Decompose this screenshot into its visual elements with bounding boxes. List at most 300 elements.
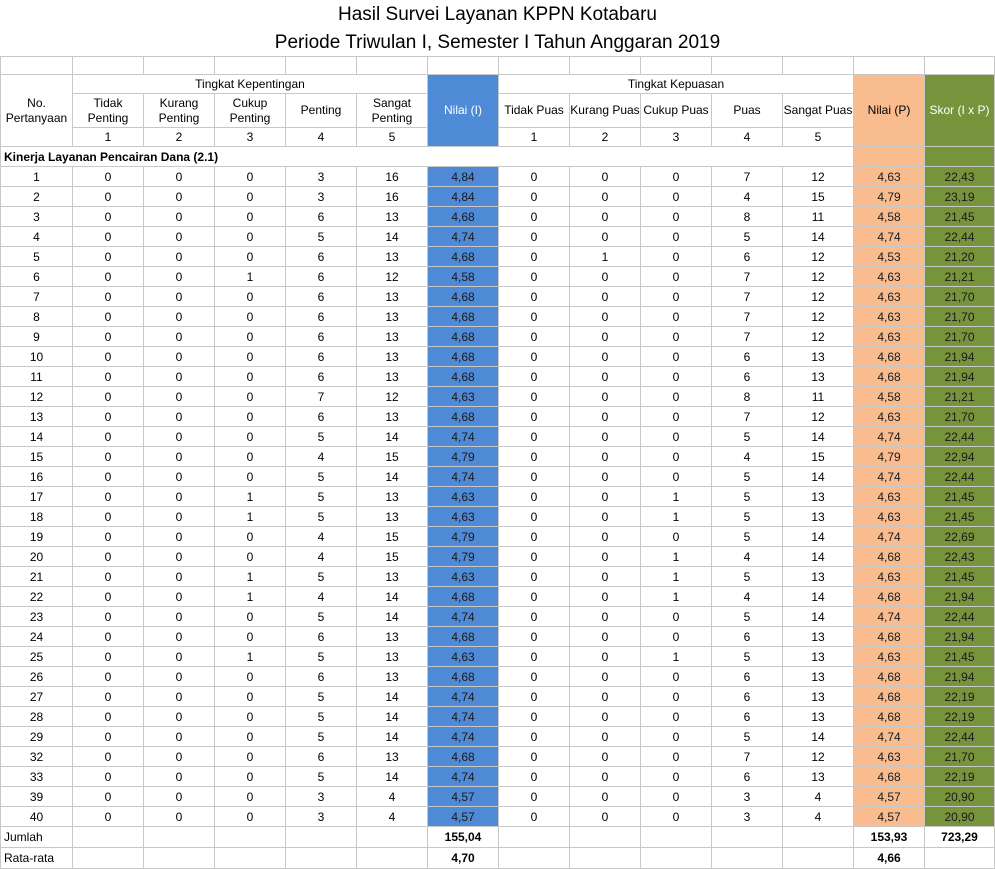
header-tidak-puas: Tidak Puas (499, 94, 570, 128)
rata-rata-row (1, 848, 995, 869)
cell-penting: 6 (286, 627, 357, 647)
cell-skor: 22,44 (925, 427, 995, 447)
cell-sangat-penting: 13 (357, 747, 428, 767)
cell-sangat-puas: 14 (783, 587, 854, 607)
cell-sangat-puas: 12 (783, 307, 854, 327)
cell-cukup-puas: 0 (641, 247, 712, 267)
cell-puas: 7 (712, 407, 783, 427)
scale-value: 5 (357, 128, 428, 147)
cell-sangat-penting: 14 (357, 707, 428, 727)
cell-no: 28 (1, 707, 73, 727)
cell-sangat-penting: 14 (357, 227, 428, 247)
report-title: Hasil Survei Layanan KPPN Kotabaru (338, 4, 657, 25)
cell-sangat-penting: 13 (357, 367, 428, 387)
cell-nilai-i: 4,68 (428, 747, 499, 767)
table-row (1, 247, 995, 267)
cell-kurang-puas: 0 (570, 227, 641, 247)
cell-nilai-p: 4,58 (854, 387, 925, 407)
cell-tidak-penting: 0 (73, 247, 144, 267)
cell-tidak-puas: 0 (499, 527, 570, 547)
cell-kurang-puas: 0 (570, 327, 641, 347)
cell-nilai-i: 4,74 (428, 687, 499, 707)
cell-tidak-puas: 0 (499, 167, 570, 187)
cell-cukup-puas: 0 (641, 787, 712, 807)
cell-skor: 21,45 (925, 487, 995, 507)
cell-kurang-penting: 0 (144, 407, 215, 427)
cell-cukup-puas: 0 (641, 267, 712, 287)
cell-nilai-p: 4,63 (854, 507, 925, 527)
cell-tidak-penting: 0 (73, 187, 144, 207)
cell-sangat-puas: 13 (783, 647, 854, 667)
table-row (1, 607, 995, 627)
header-skor: Skor (I x P) (925, 75, 995, 147)
cell-penting: 5 (286, 647, 357, 667)
cell-cukup-puas: 0 (641, 327, 712, 347)
table-row (1, 787, 995, 807)
cell-sangat-puas: 14 (783, 607, 854, 627)
cell-nilai-i: 4,74 (428, 767, 499, 787)
cell-skor: 22,19 (925, 707, 995, 727)
cell-nilai-p: 4,63 (854, 567, 925, 587)
cell-tidak-penting: 0 (73, 567, 144, 587)
cell-nilai-p: 4,68 (854, 587, 925, 607)
cell-cukup-puas: 0 (641, 207, 712, 227)
cell-cukup-penting: 0 (215, 807, 286, 827)
cell-nilai-i: 4,68 (428, 207, 499, 227)
cell-kurang-penting: 0 (144, 647, 215, 667)
cell-tidak-penting: 0 (73, 227, 144, 247)
cell-kurang-puas: 0 (570, 427, 641, 447)
cell-kurang-puas: 0 (570, 747, 641, 767)
cell-kurang-puas: 0 (570, 207, 641, 227)
cell-kurang-puas: 0 (570, 267, 641, 287)
cell-sangat-puas: 12 (783, 167, 854, 187)
cell-penting: 6 (286, 667, 357, 687)
cell-skor: 22,94 (925, 447, 995, 467)
cell-cukup-penting: 0 (215, 287, 286, 307)
cell-cukup-penting: 1 (215, 587, 286, 607)
cell-cukup-penting: 1 (215, 507, 286, 527)
cell-kurang-penting: 0 (144, 187, 215, 207)
cell-nilai-p: 4,74 (854, 527, 925, 547)
cell-no: 33 (1, 767, 73, 787)
cell-cukup-penting: 0 (215, 747, 286, 767)
cell-skor: 22,43 (925, 547, 995, 567)
cell-cukup-penting: 0 (215, 767, 286, 787)
cell-cukup-penting: 1 (215, 487, 286, 507)
cell-skor: 20,90 (925, 787, 995, 807)
cell-nilai-p: 4,68 (854, 547, 925, 567)
table-row (1, 467, 995, 487)
cell-puas: 4 (712, 547, 783, 567)
cell-penting: 5 (286, 767, 357, 787)
header-kurang-puas: Kurang Puas (570, 94, 641, 128)
cell-puas: 4 (712, 587, 783, 607)
section-row (1, 147, 995, 167)
cell-skor: 21,94 (925, 587, 995, 607)
cell-tidak-puas: 0 (499, 707, 570, 727)
cell-sangat-penting: 4 (357, 787, 428, 807)
table-row (1, 307, 995, 327)
cell-skor: 21,94 (925, 347, 995, 367)
cell-puas: 5 (712, 507, 783, 527)
cell-sangat-penting: 12 (357, 267, 428, 287)
cell-nilai-p: 4,63 (854, 487, 925, 507)
table-row (1, 227, 995, 247)
cell-kurang-penting: 0 (144, 467, 215, 487)
cell-cukup-penting: 0 (215, 227, 286, 247)
cell-no: 16 (1, 467, 73, 487)
cell-sangat-penting: 15 (357, 527, 428, 547)
cell-nilai-p: 4,53 (854, 247, 925, 267)
cell-no: 21 (1, 567, 73, 587)
cell-nilai-i: 4,57 (428, 807, 499, 827)
cell-no: 19 (1, 527, 73, 547)
cell-skor: 22,44 (925, 227, 995, 247)
cell-penting: 6 (286, 267, 357, 287)
cell-kurang-penting: 0 (144, 687, 215, 707)
cell-nilai-i: 4,63 (428, 387, 499, 407)
cell-tidak-penting: 0 (73, 427, 144, 447)
scale-value: 5 (783, 128, 854, 147)
cell-cukup-puas: 0 (641, 427, 712, 447)
cell-penting: 3 (286, 807, 357, 827)
cell-kurang-penting: 0 (144, 207, 215, 227)
scale-value: 4 (286, 128, 357, 147)
cell-kurang-puas: 0 (570, 727, 641, 747)
cell-kurang-penting: 0 (144, 267, 215, 287)
cell-tidak-puas: 0 (499, 767, 570, 787)
cell-nilai-p: 4,63 (854, 747, 925, 767)
cell-tidak-puas: 0 (499, 747, 570, 767)
cell-tidak-puas: 0 (499, 207, 570, 227)
cell-skor: 21,45 (925, 647, 995, 667)
cell-sangat-penting: 13 (357, 307, 428, 327)
cell-tidak-penting: 0 (73, 727, 144, 747)
cell-skor: 22,19 (925, 687, 995, 707)
cell-sangat-puas: 15 (783, 187, 854, 207)
cell-penting: 6 (286, 327, 357, 347)
cell-nilai-i: 4,84 (428, 187, 499, 207)
cell-tidak-penting: 0 (73, 307, 144, 327)
rata-rata-nilai-i: 4,70 (428, 848, 499, 869)
cell-no: 27 (1, 687, 73, 707)
cell-cukup-penting: 1 (215, 267, 286, 287)
cell-penting: 4 (286, 527, 357, 547)
cell-tidak-puas: 0 (499, 587, 570, 607)
cell-kurang-puas: 0 (570, 307, 641, 327)
cell-puas: 5 (712, 427, 783, 447)
table-row (1, 287, 995, 307)
cell-tidak-puas: 0 (499, 547, 570, 567)
cell-no: 24 (1, 627, 73, 647)
cell-tidak-puas: 0 (499, 407, 570, 427)
cell-cukup-puas: 0 (641, 707, 712, 727)
cell-no: 12 (1, 387, 73, 407)
cell-no: 26 (1, 667, 73, 687)
cell-nilai-i: 4,68 (428, 247, 499, 267)
cell-no: 2 (1, 187, 73, 207)
cell-cukup-puas: 1 (641, 587, 712, 607)
cell-tidak-puas: 0 (499, 287, 570, 307)
cell-puas: 5 (712, 527, 783, 547)
cell-nilai-i: 4,74 (428, 727, 499, 747)
cell-no: 29 (1, 727, 73, 747)
cell-cukup-penting: 0 (215, 687, 286, 707)
cell-puas: 6 (712, 687, 783, 707)
cell-tidak-puas: 0 (499, 647, 570, 667)
cell-tidak-puas: 0 (499, 607, 570, 627)
cell-penting: 3 (286, 787, 357, 807)
cell-kurang-penting: 0 (144, 667, 215, 687)
cell-kurang-penting: 0 (144, 567, 215, 587)
cell-skor: 22,44 (925, 467, 995, 487)
cell-sangat-puas: 13 (783, 487, 854, 507)
cell-penting: 5 (286, 727, 357, 747)
cell-kurang-penting: 0 (144, 627, 215, 647)
jumlah-row (1, 827, 995, 848)
table-row (1, 267, 995, 287)
cell-kurang-penting: 0 (144, 347, 215, 367)
cell-penting: 6 (286, 207, 357, 227)
cell-tidak-penting: 0 (73, 667, 144, 687)
cell-tidak-penting: 0 (73, 467, 144, 487)
header-nilai-p: Nilai (P) (854, 75, 925, 147)
scale-value: 3 (641, 128, 712, 147)
cell-skor: 21,21 (925, 387, 995, 407)
cell-sangat-puas: 12 (783, 287, 854, 307)
cell-puas: 8 (712, 387, 783, 407)
cell-penting: 6 (286, 307, 357, 327)
cell-no: 15 (1, 447, 73, 467)
cell-skor: 21,45 (925, 207, 995, 227)
cell-sangat-puas: 14 (783, 727, 854, 747)
cell-penting: 5 (286, 487, 357, 507)
cell-sangat-puas: 13 (783, 687, 854, 707)
cell-kurang-puas: 0 (570, 667, 641, 687)
cell-sangat-puas: 14 (783, 227, 854, 247)
cell-nilai-p: 4,58 (854, 207, 925, 227)
cell-kurang-puas: 0 (570, 407, 641, 427)
cell-sangat-puas: 14 (783, 467, 854, 487)
cell-tidak-puas: 0 (499, 307, 570, 327)
cell-cukup-puas: 0 (641, 667, 712, 687)
cell-puas: 4 (712, 447, 783, 467)
cell-sangat-penting: 13 (357, 347, 428, 367)
cell-sangat-puas: 13 (783, 367, 854, 387)
cell-cukup-penting: 0 (215, 627, 286, 647)
cell-cukup-penting: 0 (215, 467, 286, 487)
cell-skor: 21,94 (925, 367, 995, 387)
cell-sangat-penting: 14 (357, 687, 428, 707)
cell-sangat-penting: 13 (357, 627, 428, 647)
cell-no: 8 (1, 307, 73, 327)
cell-tidak-puas: 0 (499, 367, 570, 387)
cell-cukup-puas: 0 (641, 807, 712, 827)
cell-nilai-p: 4,63 (854, 167, 925, 187)
cell-nilai-i: 4,68 (428, 587, 499, 607)
cell-cukup-puas: 1 (641, 507, 712, 527)
cell-kurang-penting: 0 (144, 727, 215, 747)
cell-sangat-penting: 13 (357, 507, 428, 527)
cell-cukup-penting: 0 (215, 607, 286, 627)
cell-nilai-i: 4,63 (428, 647, 499, 667)
jumlah-nilai-p: 153,93 (854, 827, 925, 848)
header-group-row (1, 75, 995, 94)
cell-kurang-puas: 0 (570, 647, 641, 667)
cell-nilai-i: 4,74 (428, 707, 499, 727)
cell-skor: 22,44 (925, 607, 995, 627)
cell-cukup-puas: 0 (641, 607, 712, 627)
cell-tidak-penting: 0 (73, 747, 144, 767)
table-row (1, 667, 995, 687)
cell-kurang-penting: 0 (144, 307, 215, 327)
cell-no: 39 (1, 787, 73, 807)
cell-tidak-puas: 0 (499, 727, 570, 747)
report-titles (0, 0, 995, 56)
cell-nilai-p: 4,63 (854, 407, 925, 427)
cell-nilai-i: 4,79 (428, 527, 499, 547)
cell-kurang-puas: 0 (570, 167, 641, 187)
cell-skor: 21,94 (925, 627, 995, 647)
cell-nilai-i: 4,68 (428, 327, 499, 347)
scale-value: 3 (215, 128, 286, 147)
cell-nilai-p: 4,74 (854, 427, 925, 447)
cell-puas: 5 (712, 487, 783, 507)
cell-nilai-p: 4,68 (854, 347, 925, 367)
cell-penting: 6 (286, 367, 357, 387)
cell-kurang-puas: 0 (570, 187, 641, 207)
cell-nilai-p: 4,68 (854, 707, 925, 727)
cell-tidak-penting: 0 (73, 687, 144, 707)
table-row (1, 627, 995, 647)
cell-sangat-puas: 13 (783, 507, 854, 527)
cell-sangat-puas: 11 (783, 207, 854, 227)
cell-cukup-penting: 0 (215, 527, 286, 547)
cell-nilai-p: 4,68 (854, 767, 925, 787)
cell-tidak-penting: 0 (73, 387, 144, 407)
cell-kurang-penting: 0 (144, 427, 215, 447)
cell-tidak-puas: 0 (499, 467, 570, 487)
cell-sangat-puas: 13 (783, 567, 854, 587)
cell-puas: 7 (712, 747, 783, 767)
table-row (1, 527, 995, 547)
cell-tidak-penting: 0 (73, 707, 144, 727)
cell-tidak-puas: 0 (499, 187, 570, 207)
cell-nilai-i: 4,79 (428, 447, 499, 467)
cell-skor: 21,70 (925, 747, 995, 767)
cell-puas: 3 (712, 787, 783, 807)
cell-no: 40 (1, 807, 73, 827)
cell-nilai-i: 4,68 (428, 347, 499, 367)
cell-no: 4 (1, 227, 73, 247)
table-row (1, 487, 995, 507)
cell-cukup-penting: 1 (215, 647, 286, 667)
header-sangat-puas: Sangat Puas (783, 94, 854, 128)
cell-tidak-penting: 0 (73, 207, 144, 227)
cell-sangat-penting: 16 (357, 187, 428, 207)
cell-nilai-p: 4,74 (854, 227, 925, 247)
table-row (1, 387, 995, 407)
table-row (1, 547, 995, 567)
cell-cukup-puas: 0 (641, 767, 712, 787)
cell-sangat-penting: 15 (357, 547, 428, 567)
cell-cukup-puas: 0 (641, 467, 712, 487)
cell-skor: 23,19 (925, 187, 995, 207)
cell-nilai-i: 4,63 (428, 507, 499, 527)
cell-kurang-penting: 0 (144, 367, 215, 387)
cell-kurang-penting: 0 (144, 747, 215, 767)
cell-skor: 21,70 (925, 327, 995, 347)
cell-kurang-penting: 0 (144, 227, 215, 247)
cell-sangat-puas: 13 (783, 627, 854, 647)
cell-penting: 6 (286, 287, 357, 307)
cell-puas: 8 (712, 207, 783, 227)
cell-nilai-i: 4,79 (428, 547, 499, 567)
cell-kurang-puas: 0 (570, 527, 641, 547)
scale-value: 4 (712, 128, 783, 147)
header-tidak-penting: Tidak Penting (73, 94, 144, 128)
cell-sangat-puas: 13 (783, 347, 854, 367)
cell-cukup-penting: 0 (215, 787, 286, 807)
cell-penting: 4 (286, 587, 357, 607)
cell-kurang-penting: 0 (144, 767, 215, 787)
cell-sangat-penting: 12 (357, 387, 428, 407)
cell-kurang-puas: 0 (570, 707, 641, 727)
cell-kurang-penting: 0 (144, 247, 215, 267)
cell-kurang-puas: 0 (570, 467, 641, 487)
cell-tidak-puas: 0 (499, 687, 570, 707)
cell-sangat-puas: 12 (783, 407, 854, 427)
cell-skor: 21,45 (925, 507, 995, 527)
cell-sangat-puas: 14 (783, 547, 854, 567)
cell-cukup-puas: 0 (641, 307, 712, 327)
cell-cukup-puas: 0 (641, 347, 712, 367)
cell-kurang-penting: 0 (144, 587, 215, 607)
table-row (1, 807, 995, 827)
cell-skor: 21,70 (925, 407, 995, 427)
cell-nilai-i: 4,63 (428, 487, 499, 507)
cell-sangat-puas: 12 (783, 327, 854, 347)
cell-skor: 22,69 (925, 527, 995, 547)
cell-tidak-puas: 0 (499, 807, 570, 827)
cell-skor: 21,70 (925, 287, 995, 307)
cell-cukup-puas: 0 (641, 387, 712, 407)
cell-sangat-penting: 4 (357, 807, 428, 827)
cell-cukup-puas: 0 (641, 447, 712, 467)
cell-sangat-penting: 13 (357, 667, 428, 687)
cell-nilai-i: 4,74 (428, 227, 499, 247)
cell-nilai-p: 4,63 (854, 287, 925, 307)
header-cukup-puas: Cukup Puas (641, 94, 712, 128)
cell-penting: 6 (286, 247, 357, 267)
cell-nilai-i: 4,58 (428, 267, 499, 287)
header-sangat-penting: Sangat Penting (357, 94, 428, 128)
cell-cukup-puas: 0 (641, 747, 712, 767)
cell-penting: 5 (286, 507, 357, 527)
cell-penting: 6 (286, 347, 357, 367)
cell-kurang-puas: 0 (570, 587, 641, 607)
cell-tidak-puas: 0 (499, 227, 570, 247)
cell-cukup-penting: 0 (215, 427, 286, 447)
cell-kurang-puas: 0 (570, 567, 641, 587)
cell-puas: 6 (712, 627, 783, 647)
cell-skor: 20,90 (925, 807, 995, 827)
table-row (1, 427, 995, 447)
cell-nilai-p: 4,68 (854, 687, 925, 707)
cell-nilai-p: 4,63 (854, 267, 925, 287)
cell-cukup-puas: 0 (641, 187, 712, 207)
